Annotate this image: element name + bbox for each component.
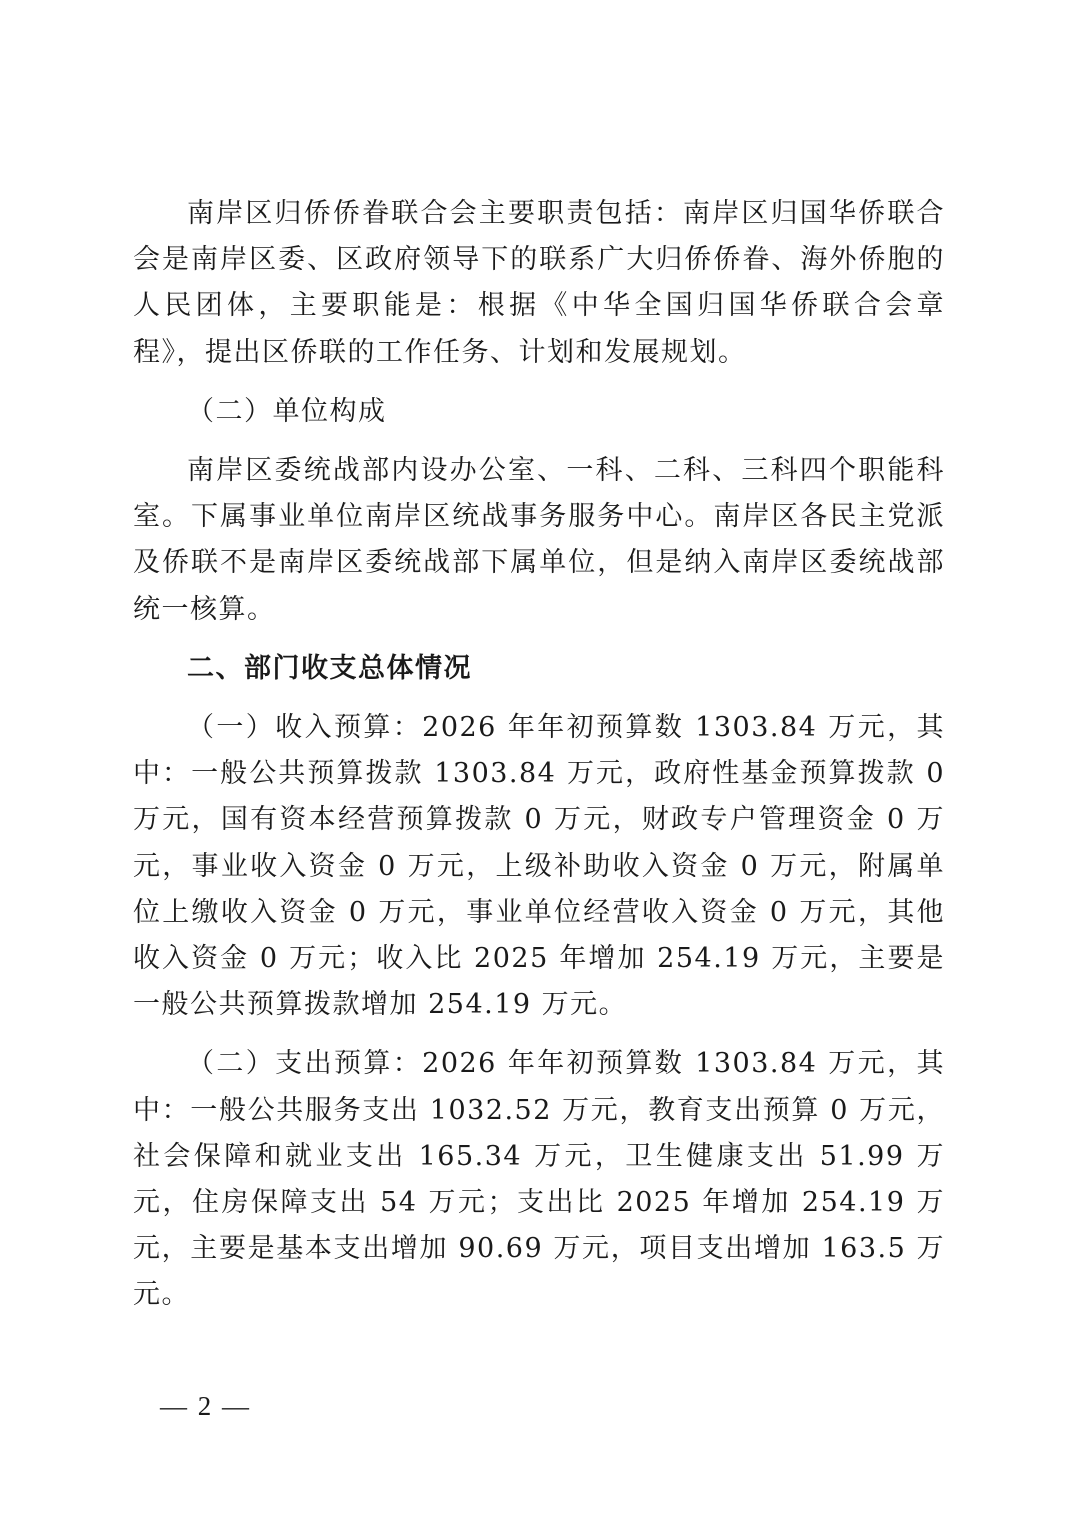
paragraph-income-budget: （一）收入预算：2026 年年初预算数 1303.84 万元，其中：一般公共预算拨款 1303.84 万元，政府性基金预算拨款 0 万元，国有资本经营预算拨款 0 万元，财政专户管理资金 0 万元，事业收入资金 0 万元，上级补助收入资金 0 万元，附属单位上缴收入资金 0 万元，事业单位经营收入资金 0 万元，其他收入资金 0 万元；收入比 2025 年增加 254.19 万元，主要是一般公共预算拨款增加 254.19 万元。 — [133, 712, 945, 1021]
document-body — [133, 191, 945, 1319]
paragraph-gap — [133, 376, 945, 389]
section-heading-unit-composition: （二）单位构成 — [187, 395, 387, 427]
paragraph-gap — [133, 1028, 945, 1041]
paragraph-gap — [133, 692, 945, 705]
paragraph-unit-composition: 南岸区委统战部内设办公室、一科、二科、三科四个职能科室。下属事业单位南岸区统战事务服务中心。南岸区各民主党派及侨联不是南岸区委统战部下属单位，但是纳入南岸区委统战部统一核算。 — [133, 455, 945, 625]
page-number: — 2 — — [160, 1391, 251, 1421]
paragraph-gap — [133, 633, 945, 646]
section-heading-budget-overview: 二、部门收支总体情况 — [187, 652, 472, 684]
paragraph-expenditure-budget: （二）支出预算：2026 年年初预算数 1303.84 万元，其中：一般公共服务支出 1032.52 万元，教育支出预算 0 万元，社会保障和就业支出 165.34 万元，卫生健康支出 51.99 万元，住房保障支出 54 万元；支出比 2025 年增加 254.19 万元，主要是基本支出增加 90.69 万元，项目支出增加 163.5 万元。 — [133, 1048, 945, 1311]
paragraph-federation-duties: 南岸区归侨侨眷联合会主要职责包括：南岸区归国华侨联合会是南岸区委、区政府领导下的联系广大归侨侨眷、海外侨胞的人民团体，主要职能是：根据《中华全国归国华侨联合会章程》，提出区侨联的工作任务、计划和发展规划。 — [133, 198, 945, 368]
paragraph-gap — [133, 435, 945, 448]
